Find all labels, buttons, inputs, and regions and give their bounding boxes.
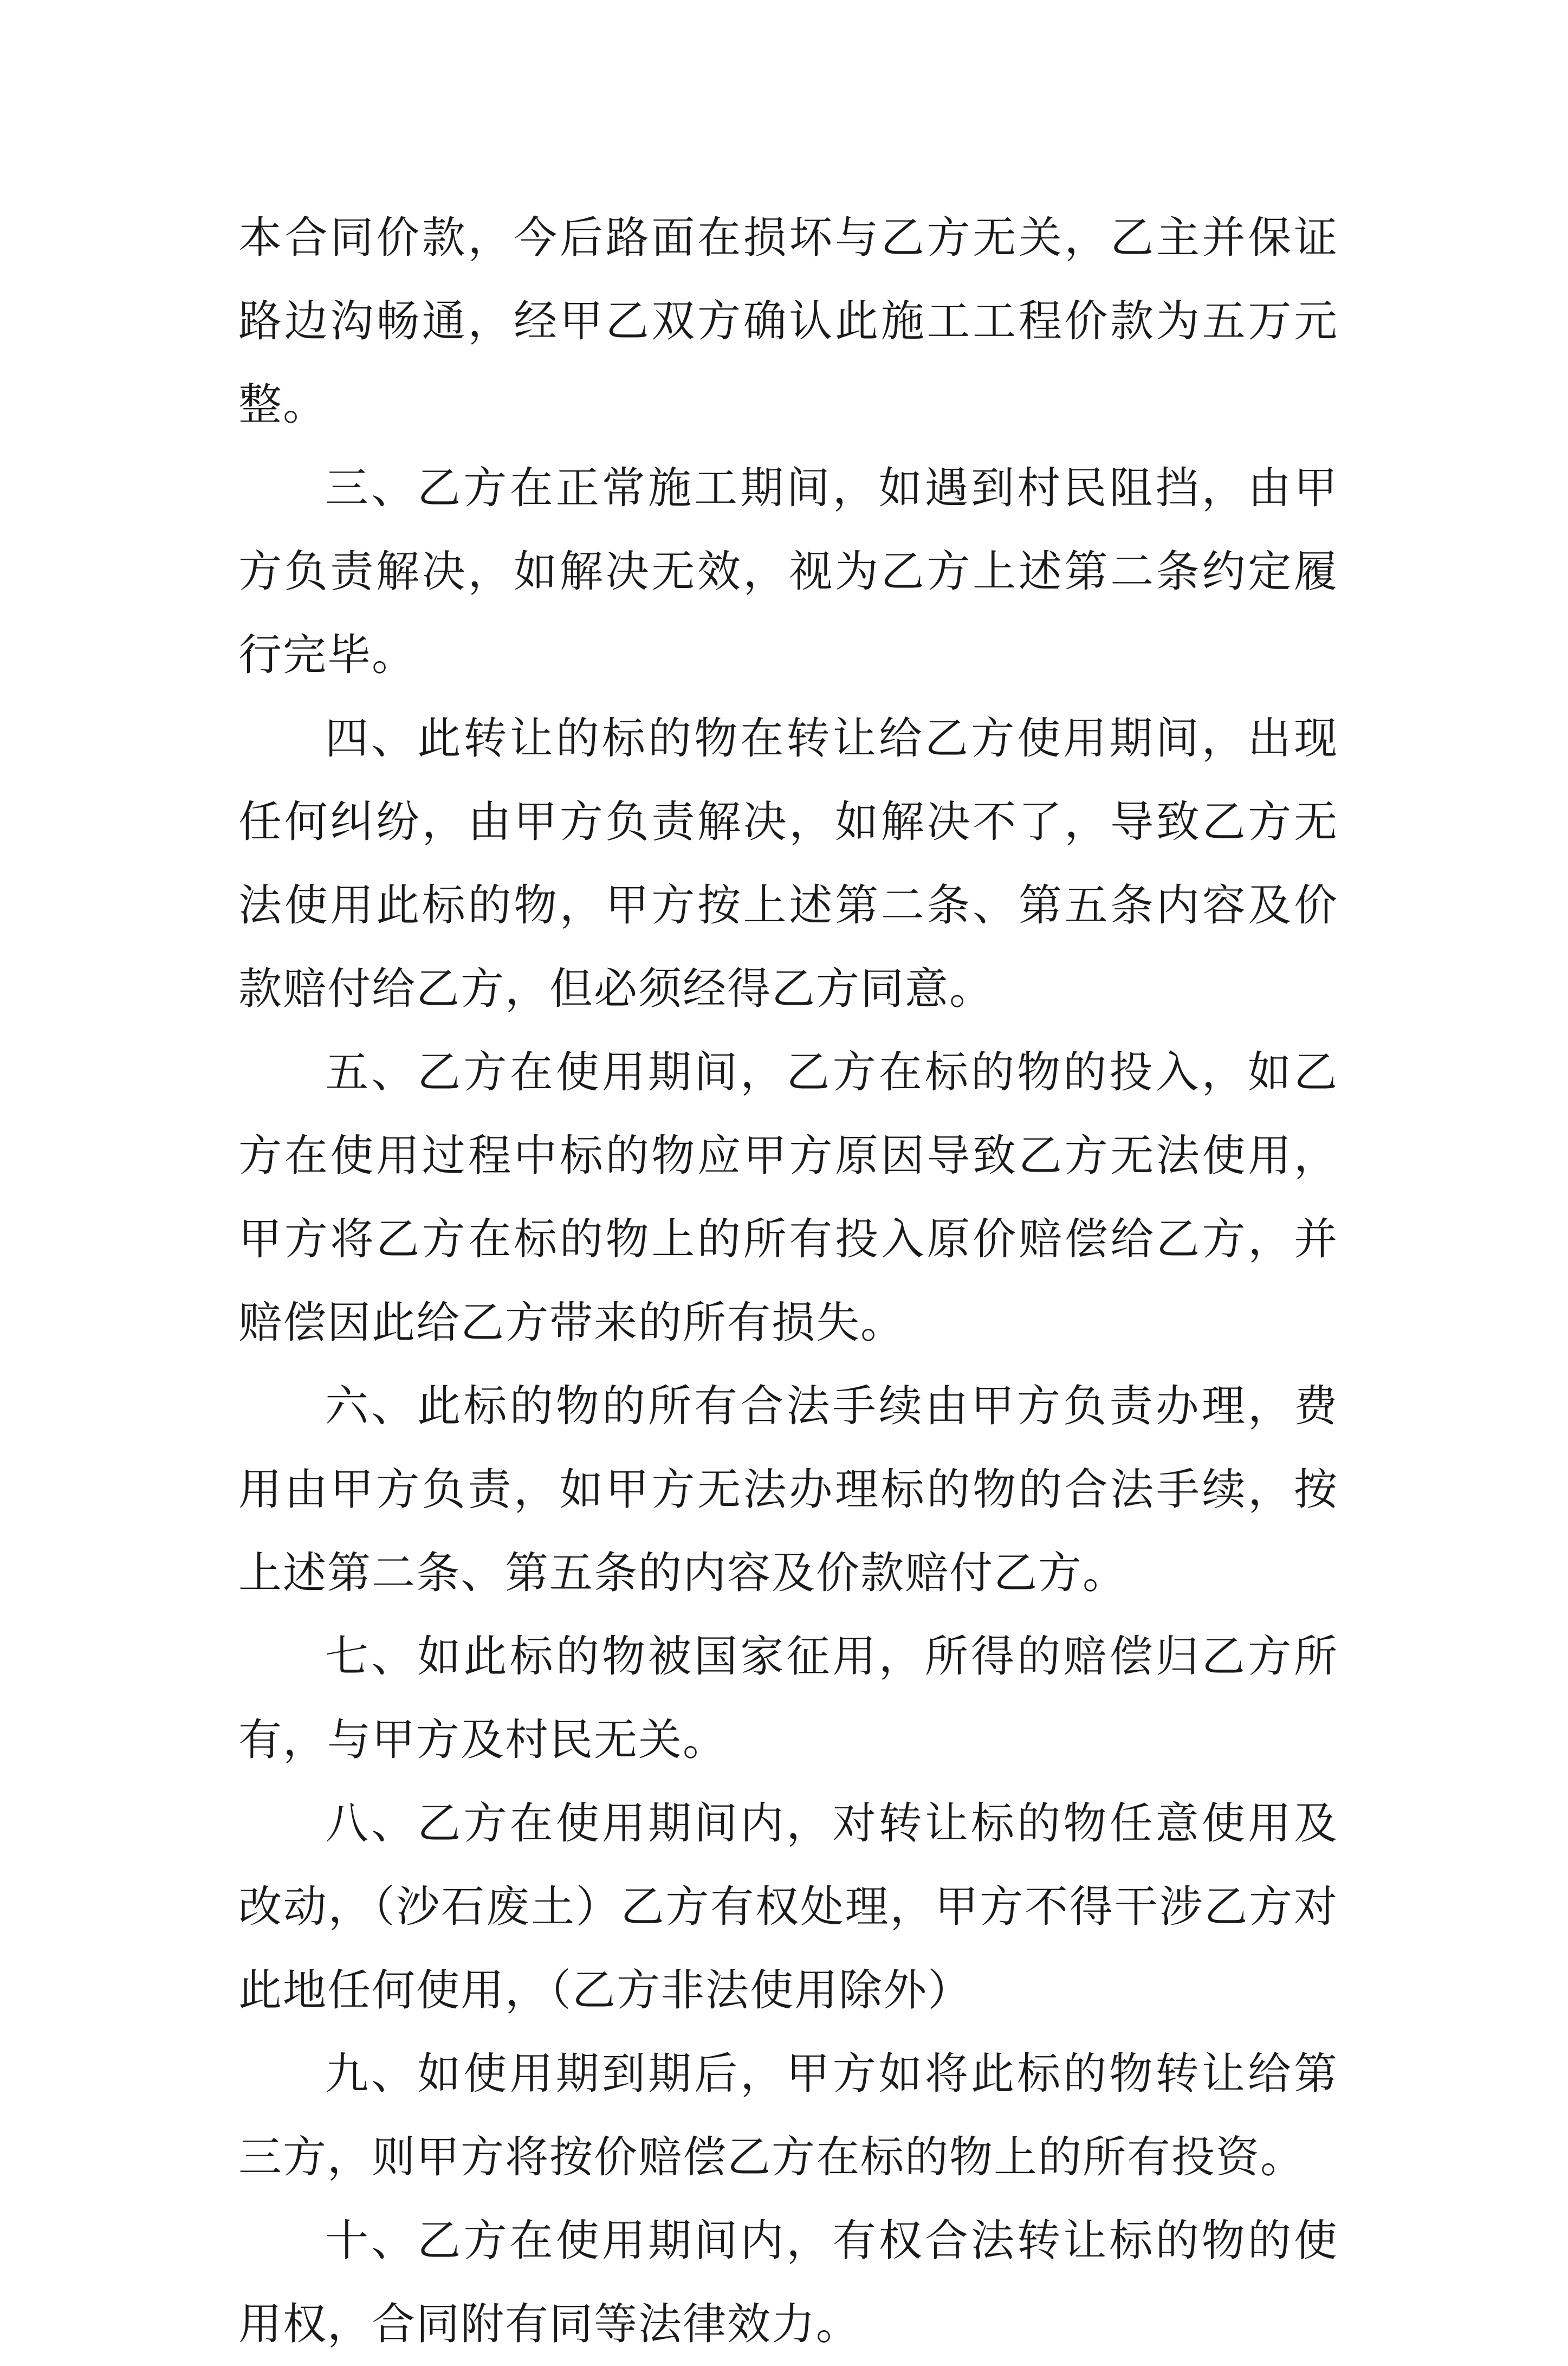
- paragraph-clause-5: 五、乙方在使用期间，乙方在标的物的投入，如乙方在使用过程中标的物应甲方原因导致乙方无法使用，甲方将乙方在标的物上的所有投入原价赔偿给乙方，并赔偿因此给乙方带来的所有损失。: [238, 1047, 1338, 1348]
- paragraph-clause-4: 四、此转让的标的物在转让给乙方使用期间，出现任何纠纷，由甲方负责解决，如解决不了，导致乙方无法使用此标的物，甲方按上述第二条、第五条内容及价款赔付给乙方，但必须经得乙方同意。: [238, 713, 1338, 1014]
- contract-body: [238, 196, 1338, 2366]
- paragraph-clause-3: 三、乙方在正常施工期间，如遇到村民阻挡，由甲方负责解决，如解决无效，视为乙方上述第二条约定履行完毕。: [238, 463, 1338, 680]
- paragraph-clause-10: 十、乙方在使用期间内，有权合法转让标的物的使用权，合同附有同等法律效力。: [238, 2215, 1338, 2349]
- paragraph-clause-7: 七、如此标的物被国家征用，所得的赔偿归乙方所有，与甲方及村民无关。: [238, 1631, 1338, 1765]
- paragraph-clause-9: 九、如使用期到期后，甲方如将此标的物转让给第三方，则甲方将按价赔偿乙方在标的物上的所有投资。: [238, 2048, 1338, 2182]
- paragraph-clause-8: 八、乙方在使用期间内，对转让标的物任意使用及改动，（沙石废土）乙方有权处理，甲方不得干涉乙方对此地任何使用，（乙方非法使用除外）: [238, 1798, 1338, 2015]
- paragraph-continuation: 本合同价款，今后路面在损坏与乙方无关，乙主并保证路边沟畅通，经甲乙双方确认此施工工程价款为五万元整。: [238, 212, 1338, 430]
- paragraph-clause-6: 六、此标的物的所有合法手续由甲方负责办理，费用由甲方负责，如甲方无法办理标的物的合法手续，按上述第二条、第五条的内容及价款赔付乙方。: [238, 1381, 1338, 1598]
